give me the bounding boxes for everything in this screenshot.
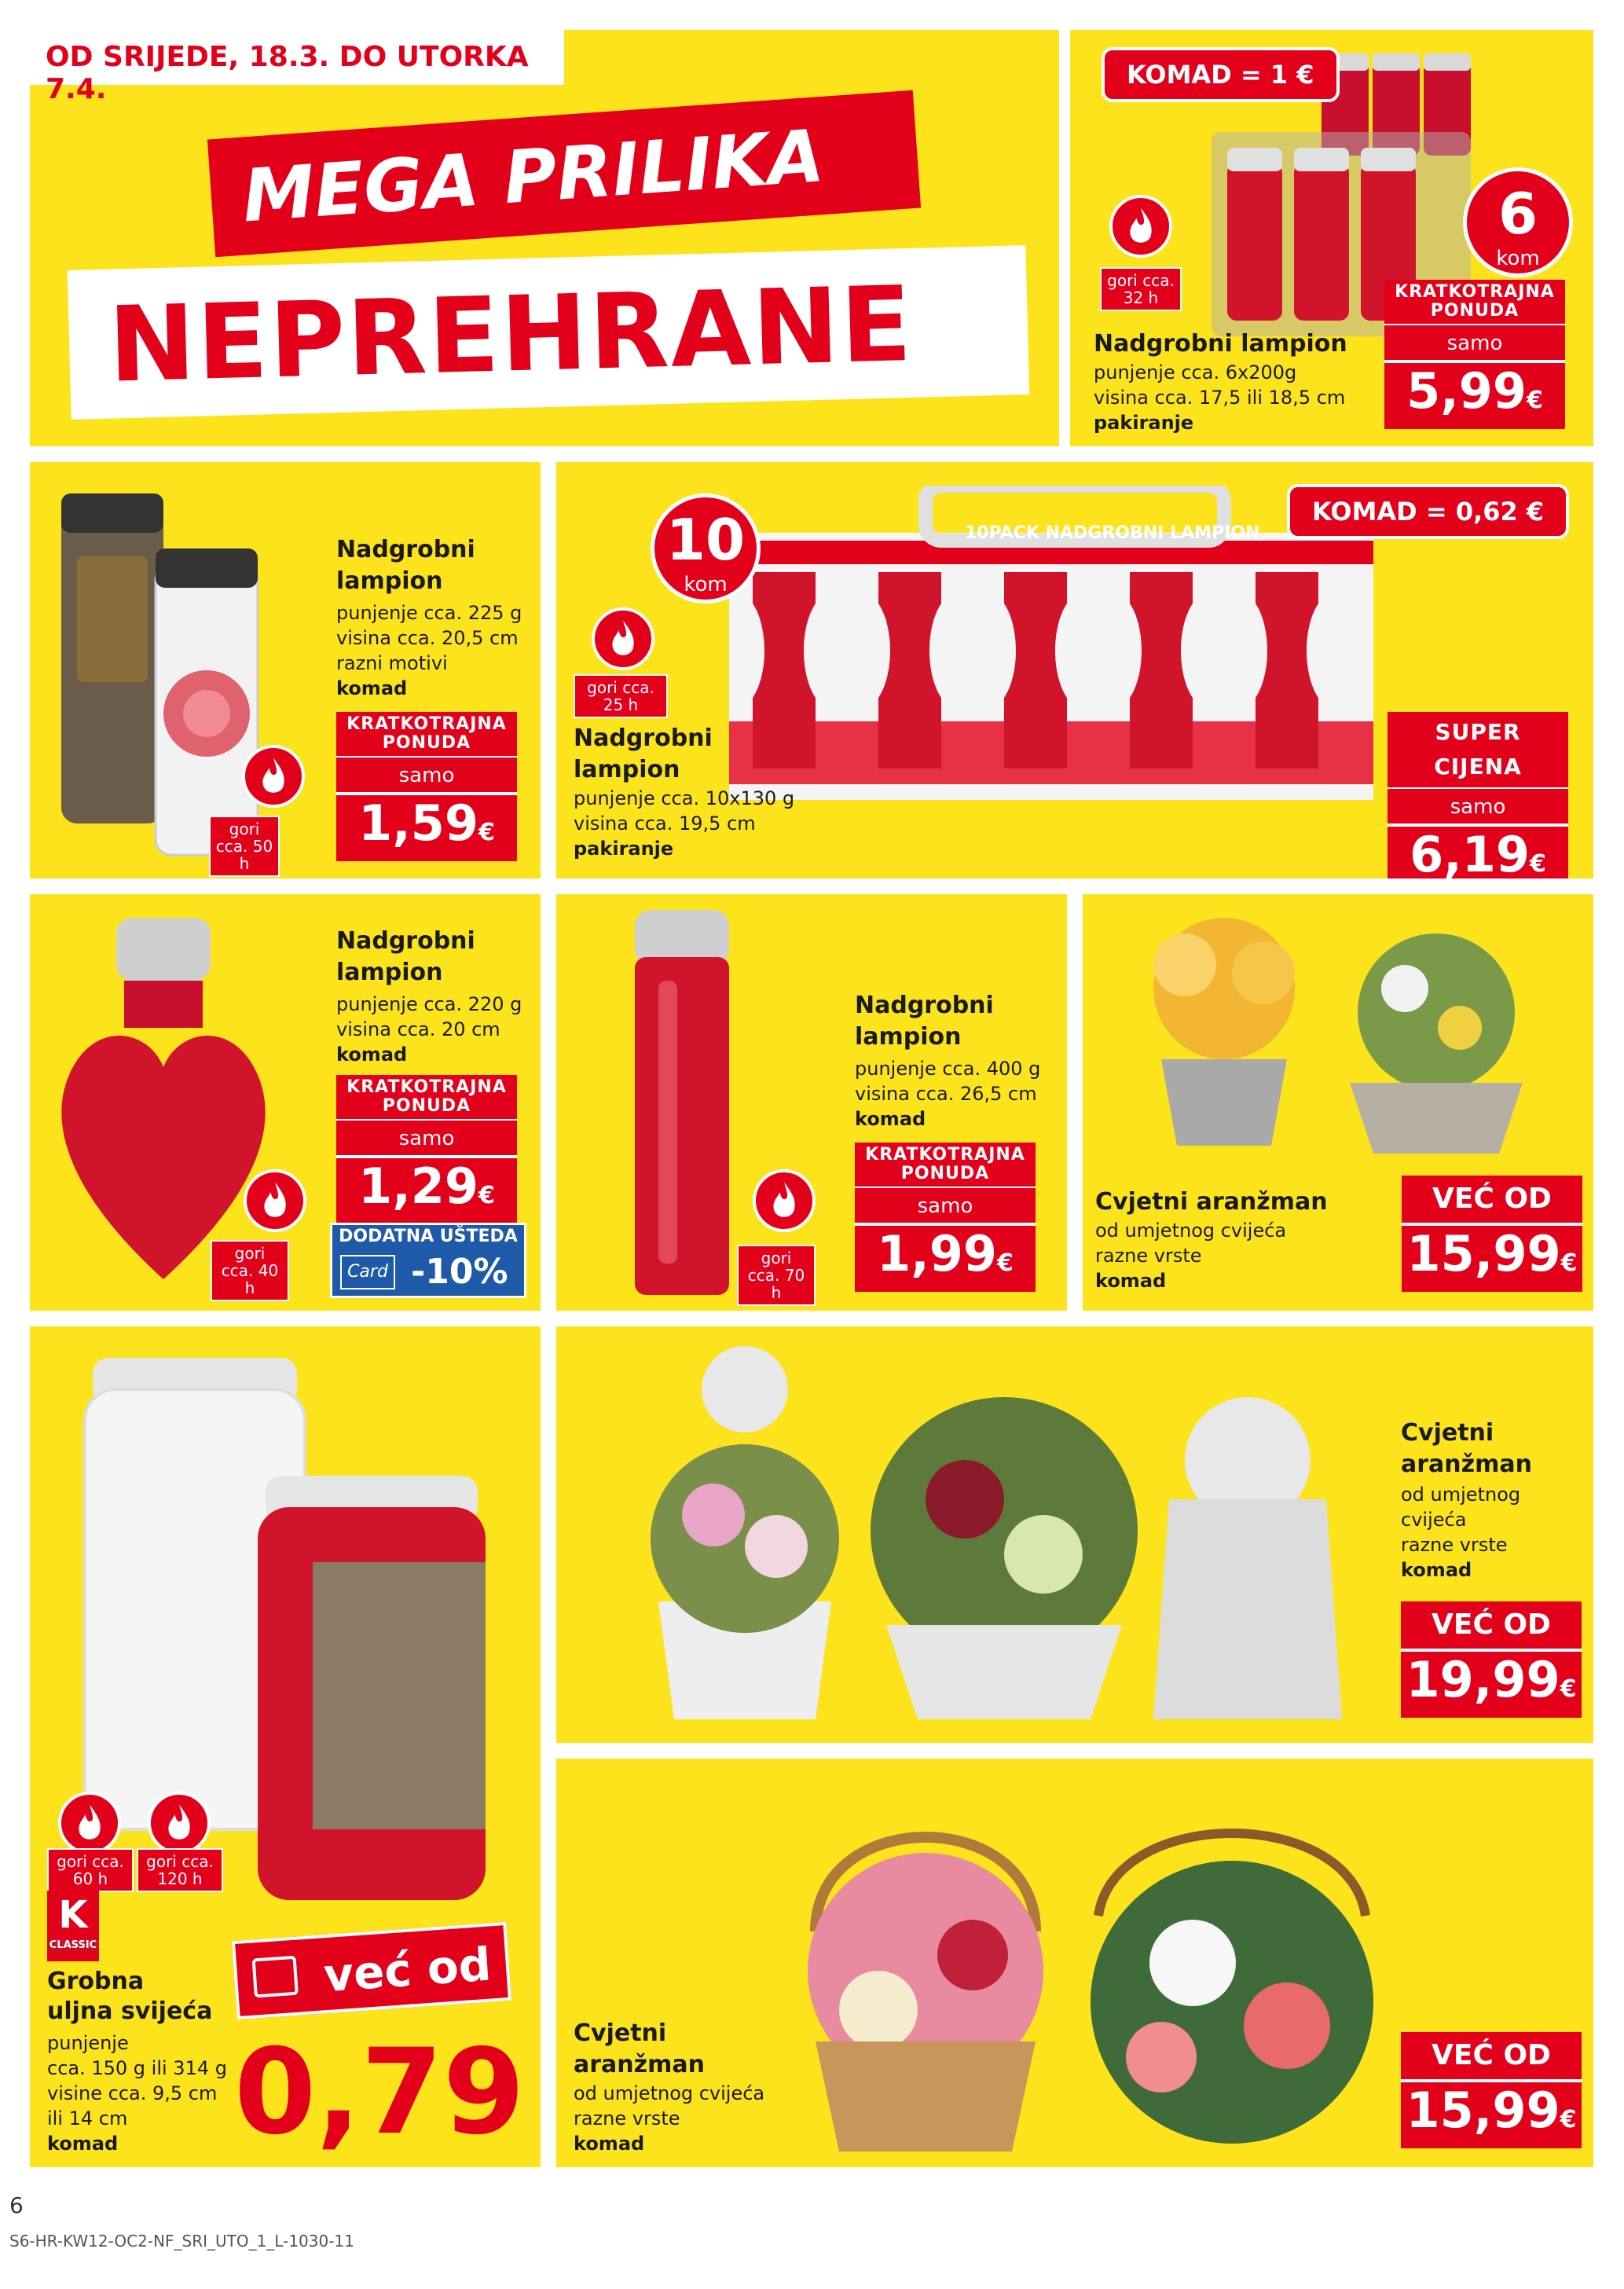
price-currency: € bbox=[1530, 850, 1546, 878]
price-box bbox=[336, 1075, 517, 1224]
product-desc-1: od umjetnog cvijeća bbox=[574, 2082, 765, 2104]
burn-time-label: gori cca. 40 h bbox=[211, 1240, 289, 1301]
count-unit: kom bbox=[1496, 247, 1540, 270]
price-value bbox=[336, 1155, 517, 1224]
price-box bbox=[1401, 2032, 1582, 2148]
price-number: 0,79 bbox=[234, 2024, 526, 2161]
product-desc-3: visine cca. 9,5 cm bbox=[47, 2082, 218, 2104]
product-desc-1: od umjetnog cvijeća bbox=[1401, 1484, 1521, 1531]
burn-time-label: gori cca. 32 h bbox=[1100, 267, 1182, 311]
product-desc-2: razne vrste bbox=[1401, 1534, 1508, 1556]
title-bottom-text: NEPREHRANE bbox=[107, 263, 915, 406]
product-desc-3: komad bbox=[1095, 1270, 1167, 1292]
product-desc-1: punjenje cca. 10x130 g bbox=[574, 787, 795, 809]
product-grobna-uljna-svijeca[interactable] bbox=[30, 1326, 541, 2167]
offer-label: SUPER CIJENA bbox=[1388, 712, 1568, 787]
product-desc-1: punjenje bbox=[47, 2032, 129, 2054]
per-piece-badge: KOMAD = 0,62 € bbox=[1287, 484, 1569, 539]
from-label: VEĆ OD bbox=[1402, 1176, 1582, 1223]
product-desc-3: komad bbox=[1401, 1559, 1472, 1581]
card-discount-box bbox=[330, 1223, 526, 1298]
price-box bbox=[855, 1143, 1036, 1292]
product-name: Nadgrobni lampion bbox=[574, 724, 713, 783]
samo-label: samo bbox=[1384, 324, 1565, 360]
price-value bbox=[1401, 1649, 1582, 1718]
product-lampion-6pack[interactable] bbox=[1070, 30, 1593, 446]
product-desc-3: pakiranje bbox=[574, 838, 674, 860]
price-value bbox=[336, 792, 517, 861]
price-currency: € bbox=[1560, 2106, 1577, 2133]
card-discount-title: DODATNA UŠTEDA bbox=[339, 1227, 518, 1246]
brand-name: CLASSIC bbox=[47, 1939, 99, 1951]
card-discount-value: -10% bbox=[411, 1252, 508, 1292]
product-name: Cvjetni aranžman bbox=[1401, 1419, 1532, 1478]
price-number: 1,99 bbox=[877, 1225, 998, 1282]
price-number: 5,99 bbox=[1406, 362, 1527, 420]
date-range-banner bbox=[30, 30, 564, 105]
price-currency: € bbox=[1527, 387, 1543, 414]
price-value bbox=[1388, 824, 1568, 879]
price-currency: € bbox=[997, 1249, 1014, 1277]
product-desc-2: visina cca. 26,5 cm bbox=[855, 1083, 1037, 1105]
count-circle bbox=[651, 493, 761, 603]
offer-label: KRATKOTRAJNA PONUDA bbox=[855, 1143, 1036, 1187]
per-piece-badge: KOMAD = 1 € bbox=[1102, 47, 1340, 102]
date-range-text: OD SRIJEDE, 18.3. DO UTORKA 7.4. bbox=[46, 41, 529, 105]
product-desc-1: punjenje cca. 400 g bbox=[855, 1058, 1041, 1080]
price-number: 15,99 bbox=[1406, 1225, 1561, 1282]
price-number: 1,29 bbox=[358, 1157, 479, 1215]
burn-time-label-a: gori cca. 60 h bbox=[47, 1848, 134, 1892]
price-number: 6,19 bbox=[1410, 826, 1531, 879]
count-number: 6 bbox=[1498, 181, 1538, 247]
brand-logo bbox=[47, 1891, 99, 1961]
product-desc-4: komad bbox=[336, 677, 408, 699]
page-number: 6 bbox=[9, 2192, 24, 2218]
megaphone-icon bbox=[252, 1956, 299, 1998]
product-desc-1: punjenje cca. 6x200g bbox=[1094, 361, 1297, 383]
price-currency: € bbox=[1560, 1675, 1577, 1703]
from-label: već od bbox=[321, 1937, 493, 2003]
product-lampion-400[interactable] bbox=[556, 894, 1067, 1311]
flame-icon bbox=[242, 745, 305, 808]
price-currency: € bbox=[1560, 1249, 1578, 1277]
price-number: 19,99 bbox=[1406, 1651, 1560, 1708]
offer-label: KRATKOTRAJNA PONUDA bbox=[1384, 280, 1565, 324]
samo-label: samo bbox=[336, 1119, 517, 1155]
pack-label: 10PACK NADGROBNI LAMPION bbox=[965, 523, 1260, 543]
header-panel bbox=[30, 30, 1059, 446]
product-desc-1: punjenje cca. 225 g bbox=[336, 602, 522, 624]
price-currency: € bbox=[478, 819, 495, 846]
product-cvjetni-aranzman-1[interactable] bbox=[1083, 894, 1593, 1311]
flame-icon bbox=[1109, 195, 1172, 258]
product-desc-3: komad bbox=[855, 1108, 926, 1130]
price-box bbox=[1401, 1601, 1582, 1718]
price-value bbox=[855, 1223, 1036, 1292]
flower-pots-image bbox=[1091, 902, 1586, 1169]
tall-lantern-image bbox=[619, 910, 745, 1303]
product-name-2: uljna svijeća bbox=[47, 1997, 213, 2025]
product-name: Nadgrobni lampion bbox=[855, 992, 994, 1051]
product-lampion-srce[interactable] bbox=[30, 894, 541, 1311]
samo-label: samo bbox=[1388, 787, 1568, 824]
angel-flowers-image bbox=[572, 1342, 1421, 1727]
product-desc-2: visina cca. 20 cm bbox=[336, 1018, 500, 1040]
burn-time-label: gori cca. 25 h bbox=[574, 674, 668, 718]
product-lampion-motivi[interactable] bbox=[30, 462, 541, 879]
basket-flowers-image bbox=[768, 1774, 1381, 2159]
footer-code: S6-HR-KW12-OC2-NF_SRI_UTO_1_L-1030-11 bbox=[9, 2232, 354, 2250]
flame-icon bbox=[753, 1169, 816, 1232]
product-name: Cvjetni aranžman bbox=[574, 2019, 705, 2078]
price-box bbox=[1402, 1176, 1582, 1292]
price-value bbox=[1402, 1223, 1582, 1292]
price-currency: € bbox=[478, 1182, 495, 1209]
product-desc-2: cca. 150 g ili 314 g bbox=[47, 2057, 227, 2079]
price-box bbox=[1384, 280, 1565, 429]
product-name: Nadgrobni lampion bbox=[336, 927, 475, 986]
product-name-1: Grobna bbox=[47, 1968, 145, 1995]
product-desc-1: od umjetnog cvijeća bbox=[1095, 1220, 1287, 1242]
product-desc-2: visina cca. 19,5 cm bbox=[574, 813, 756, 835]
count-number: 10 bbox=[665, 507, 746, 573]
product-desc-4: ili 14 cm bbox=[47, 2107, 128, 2129]
flame-icon bbox=[592, 607, 654, 670]
oil-candles-image bbox=[77, 1358, 517, 1908]
from-banner bbox=[232, 1922, 511, 2019]
title-top-text: MEGA PRILIKA bbox=[240, 114, 827, 239]
product-cvjetni-aranzman-kosara[interactable] bbox=[556, 1759, 1593, 2167]
product-name: Nadgrobni lampion bbox=[1094, 330, 1347, 358]
price-box bbox=[1388, 712, 1568, 879]
product-name: Cvjetni aranžman bbox=[1095, 1188, 1328, 1216]
offer-label: KRATKOTRAJNA PONUDA bbox=[336, 712, 517, 756]
price-number: 1,59 bbox=[358, 794, 479, 852]
product-desc-2: razne vrste bbox=[1095, 1245, 1202, 1267]
product-desc-5: komad bbox=[47, 2133, 119, 2155]
title-banner-bottom bbox=[68, 245, 1030, 420]
price-value bbox=[234, 2026, 541, 2167]
price-box bbox=[336, 712, 517, 861]
flame-icon-b bbox=[148, 1792, 211, 1854]
flame-icon-a bbox=[58, 1792, 121, 1854]
burn-time-label: gori cca. 70 h bbox=[737, 1245, 816, 1306]
price-value bbox=[1384, 360, 1565, 429]
product-lampion-10pack[interactable] bbox=[556, 462, 1593, 879]
samo-label: samo bbox=[336, 756, 517, 792]
price-value bbox=[1401, 2079, 1582, 2148]
product-cvjetni-aranzman-andeo[interactable] bbox=[556, 1326, 1593, 1743]
product-desc-3: komad bbox=[574, 2133, 645, 2155]
card-logo: Card bbox=[340, 1255, 395, 1289]
offer-label: KRATKOTRAJNA PONUDA bbox=[336, 1075, 517, 1119]
product-desc-3: razni motivi bbox=[336, 652, 448, 674]
from-label: VEĆ OD bbox=[1401, 1601, 1582, 1649]
product-desc-3: pakiranje bbox=[1094, 412, 1194, 434]
count-unit: kom bbox=[684, 573, 728, 596]
product-desc-1: punjenje cca. 220 g bbox=[336, 993, 522, 1015]
burn-time-label: gori cca. 50 h bbox=[209, 816, 280, 877]
price-number: 15,99 bbox=[1406, 2082, 1560, 2139]
brand-k-icon: K bbox=[58, 1893, 88, 1937]
product-desc-2: visina cca. 20,5 cm bbox=[336, 627, 519, 649]
samo-label: samo bbox=[855, 1187, 1036, 1223]
count-circle bbox=[1463, 167, 1573, 277]
from-label: VEĆ OD bbox=[1401, 2032, 1582, 2079]
product-desc-2: visina cca. 17,5 ili 18,5 cm bbox=[1094, 387, 1346, 409]
burn-time-label-b: gori cca. 120 h bbox=[137, 1848, 223, 1892]
flame-icon bbox=[244, 1169, 306, 1232]
product-desc-3: komad bbox=[336, 1044, 408, 1066]
title-banner-top bbox=[207, 90, 921, 257]
product-desc-2: razne vrste bbox=[574, 2107, 680, 2129]
product-name: Nadgrobni lampion bbox=[336, 536, 475, 595]
